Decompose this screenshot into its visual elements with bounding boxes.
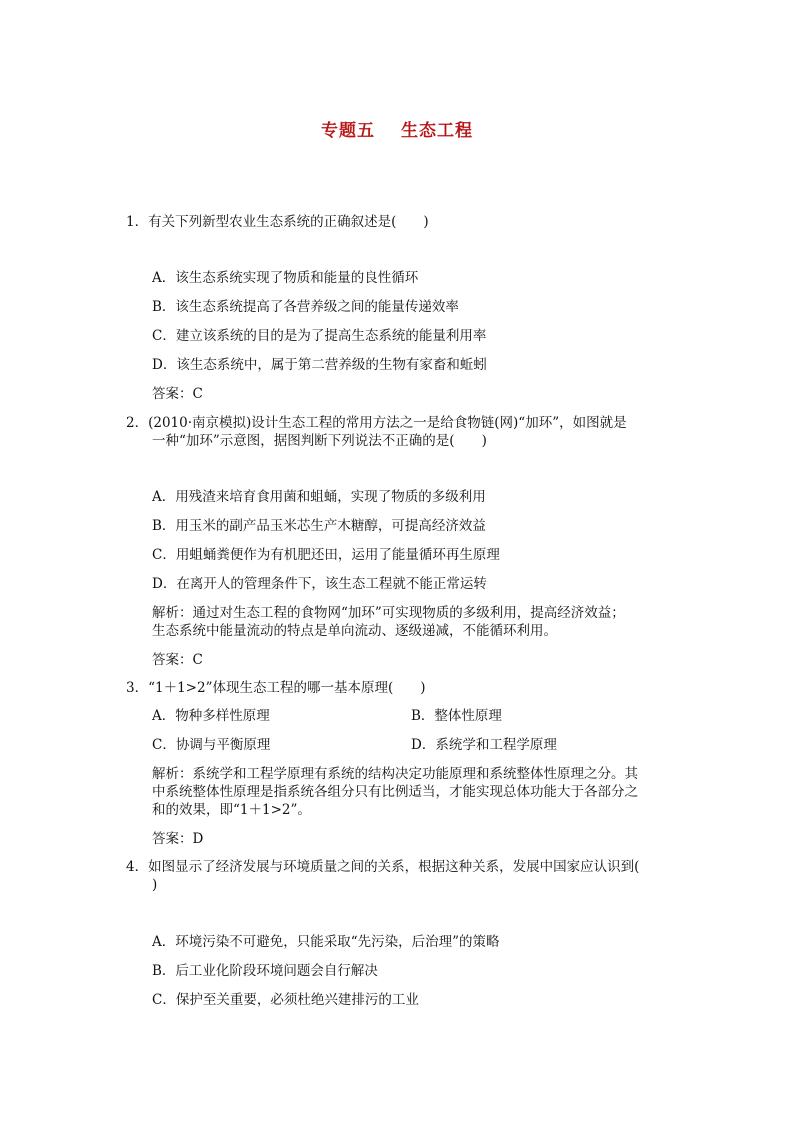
q4-option-c: C．保护至关重要，必须杜绝兴建排污的工业 <box>152 992 419 1008</box>
q2-option-a: A．用残渣来培育食用菌和蛆蛹，实现了物质的多级利用 <box>152 489 486 505</box>
q2-analysis-line1: 解析：通过对生态工程的食物网“加环”可实现物质的多级利用，提高经济效益； <box>152 605 625 621</box>
q3-answer: 答案：D <box>152 831 204 847</box>
q4-option-a: A．环境污染不可避免，只能采取“先污染，后治理”的策略 <box>152 934 500 950</box>
q3-option-a: A．物种多样性原理 <box>152 708 270 724</box>
q3-analysis-line1: 解析：系统学和工程学原理有系统的结构决定功能原理和系统整体性原理之分。其 <box>152 766 638 782</box>
q4-stem-line2: ) <box>152 877 158 893</box>
title-part1: 专题五 <box>321 121 375 141</box>
q2-analysis-line2: 生态系统中能量流动的特点是单向流动、逐级递减，不能循环利用。 <box>152 623 557 639</box>
q3-option-d: D．系统学和工程学原理 <box>411 737 557 753</box>
title-part2: 生态工程 <box>401 121 473 141</box>
q3-option-c: C．协调与平衡原理 <box>152 737 271 753</box>
q2-option-c: C．用蛆蛹粪便作为有机肥还田，运用了能量循环再生原理 <box>152 547 500 563</box>
q3-stem: 3．“1＋1>2”体现生态工程的哪一基本原理( ) <box>126 680 426 696</box>
q4-option-b: B．后工业化阶段环境问题会自行解决 <box>152 963 378 979</box>
q3-analysis-line2: 中系统整体性原理是指系统各组分只有比例适当，才能实现总体功能大于各部分之 <box>152 784 638 800</box>
q1-option-a: A．该生态系统实现了物质和能量的良性循环 <box>152 270 419 286</box>
page-title <box>0 116 794 141</box>
q2-option-d: D．在离开人的管理条件下，该生态工程就不能正常运转 <box>152 576 487 592</box>
q1-option-b: B．该生态系统提高了各营养级之间的能量传递效率 <box>152 299 459 315</box>
q2-stem-line1: 2．(2010·南京模拟)设计生态工程的常用方法之一是给食物链(网)“加环”，如图就是 <box>126 415 627 431</box>
q2-option-b: B．用玉米的副产品玉米芯生产木糖醇，可提高经济效益 <box>152 518 486 534</box>
q1-option-c: C．建立该系统的目的是为了提高生态系统的能量利用率 <box>152 328 487 344</box>
q1-option-d: D．该生态系统中，属于第二营养级的生物有家畜和蚯蚓 <box>152 357 487 373</box>
q3-option-b: B．整体性原理 <box>411 708 502 724</box>
q4-stem-line1: 4．如图显示了经济发展与环境质量之间的关系，根据这种关系，发展中国家应认识到( <box>126 859 640 875</box>
q2-stem-line2: 一种“加环”示意图，据图判断下列说法不正确的是( ) <box>152 433 487 449</box>
q3-analysis-line3: 和的效果，即“1＋1>2”。 <box>152 802 311 818</box>
q1-stem: 1．有关下列新型农业生态系统的正确叙述是( ) <box>126 214 429 230</box>
q1-answer: 答案：C <box>152 386 203 402</box>
q2-answer: 答案：C <box>152 652 203 668</box>
